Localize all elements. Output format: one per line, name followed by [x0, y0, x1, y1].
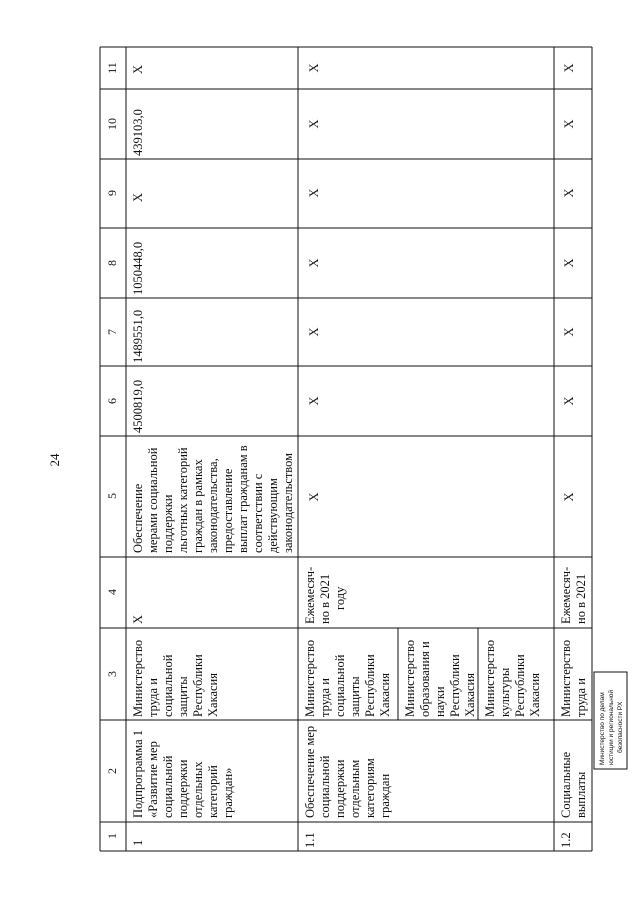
column-number-cell: 8 [104, 260, 119, 266]
column-number-cell: 10 [104, 118, 119, 130]
amount-total-cell: X [562, 396, 576, 406]
executor-cell: Министерство труда и социальной защиты Республики Хакасия [303, 639, 392, 717]
column-number-cell: 9 [104, 190, 119, 196]
amount-cell: 1489551,0 [131, 309, 145, 363]
amount-cell: X [562, 327, 576, 337]
row-number-cell: 1 [131, 839, 145, 846]
column-number-cell: 7 [104, 329, 119, 335]
program-name-cell: Социальные выплаты [559, 751, 588, 818]
amount-cell: X [562, 188, 576, 198]
amount-cell: X [307, 258, 321, 268]
executor-cell: Министерство труда и [559, 639, 588, 717]
deadline-cell: X [131, 614, 145, 624]
row-number-cell: 1.2 [559, 832, 573, 848]
table-row [131, 65, 295, 846]
deadline-cell: Ежемесяч- но в 2021 году [303, 566, 347, 624]
amount-cell: X [562, 258, 576, 268]
column-number-cell: 6 [104, 398, 119, 404]
column-number-cell: 5 [104, 493, 119, 499]
program-name-cell: Подпрограмма 1 «Развитие мер социальной поддержки отдельных категорий граждан» [131, 729, 235, 818]
amount-cell: 439103,0 [131, 109, 145, 156]
row-number-cell: 1.1 [303, 832, 317, 848]
result-cell: Обеспечение мерами социальной поддержки льготных категорий граждан в рамках законодательства, предоставление выплат гражданам в соответствии с действующим законодательством [131, 445, 295, 553]
amount-cell: X [131, 64, 145, 74]
result-cell: X [307, 492, 321, 502]
amount-cell: X [307, 119, 321, 129]
amount-cell: 1050448,0 [131, 241, 145, 295]
amount-total-cell: 4500819,0 [131, 379, 145, 433]
table-row [559, 63, 588, 848]
amount-cell: X [562, 63, 576, 73]
ministry-stamp [594, 672, 627, 769]
result-cell: X [562, 492, 576, 502]
executor-cell: Министерство труда и социальной защиты Республики Хакасия [131, 639, 220, 717]
column-number-header [105, 62, 119, 839]
column-number-cell: 3 [104, 671, 119, 677]
column-number-cell: 11 [104, 62, 119, 74]
amount-cell: X [131, 192, 145, 202]
svg-text:Министерство по делам юс: Министерство по делам юстиции и региональной безопасности РХ [599, 689, 624, 765]
column-number-cell: 2 [104, 768, 119, 774]
deadline-cell: Ежемесяч- но в 2021 [559, 566, 588, 624]
amount-cell: X [562, 119, 576, 129]
column-number-cell: 1 [104, 833, 119, 839]
program-name-cell: Обеспечение мер социальной поддержки отдельным категориям граждан [303, 725, 392, 818]
amount-total-cell: X [307, 396, 321, 406]
executor-cell: Министерство образования и науки Республики Хакасия [403, 639, 477, 717]
column-number-cell: 4 [104, 589, 119, 595]
table-row [303, 63, 542, 848]
page-number: 24 [46, 453, 62, 467]
amount-cell: X [307, 327, 321, 337]
table-grid [100, 47, 592, 851]
executor-cell: Министерство культуры Республики Хакасия [483, 639, 542, 717]
amount-cell: X [307, 63, 321, 73]
amount-cell: X [307, 188, 321, 198]
